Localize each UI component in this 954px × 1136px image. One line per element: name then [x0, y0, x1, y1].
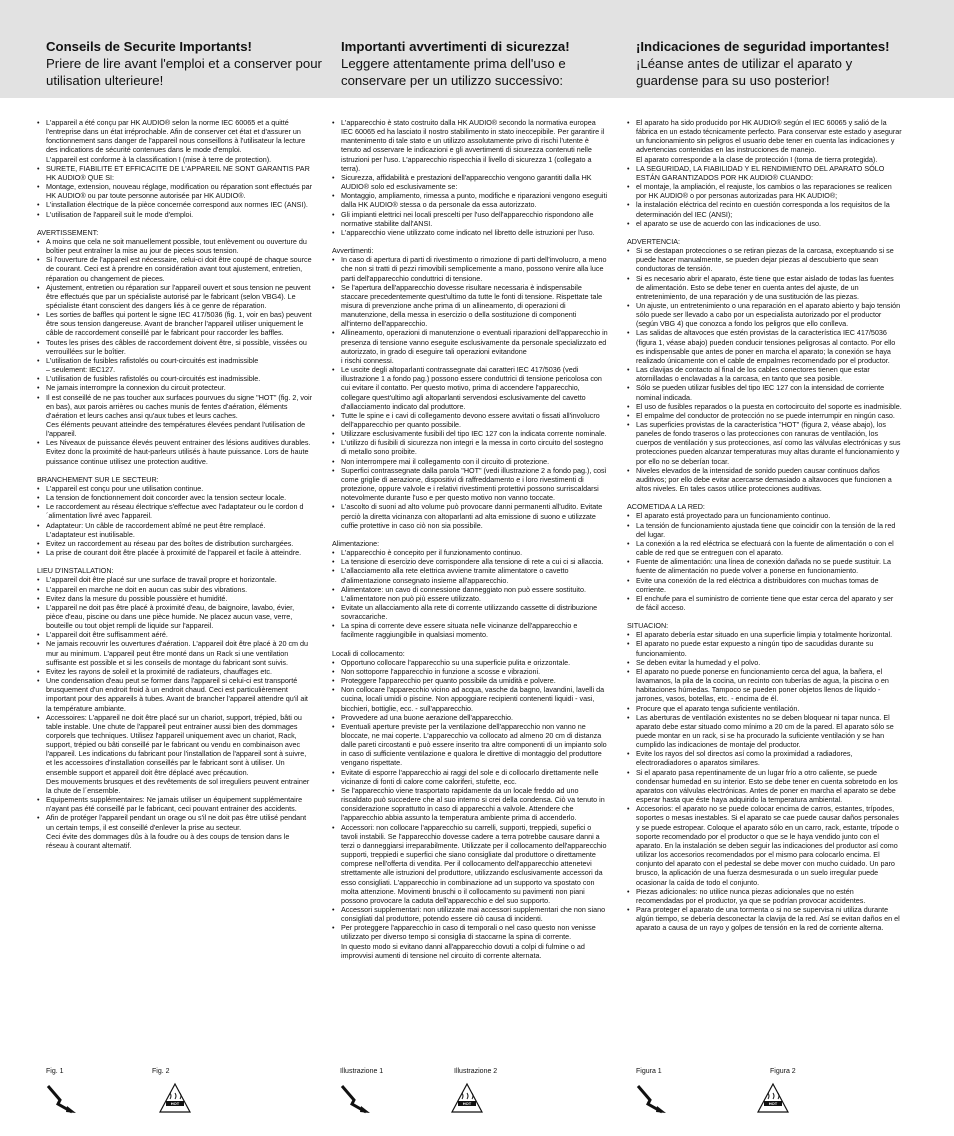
- bullet-item: • L'installation électrique de la pièce concernée correspond aux normes IEC (ANSI).: [37, 200, 313, 209]
- bullet-item: • Le raccordement au réseau électrique s'effectue avec l'adaptateur ou le cordon d´alimentation livré avec l'appareil.: [37, 502, 313, 520]
- bullet-item: • Non collocare l'apparecchio vicino ad acqua, vasche da bagno, lavandini, lavelli da cucina, locali umidi o piscine. Non appoggiare recipienti contenenti liquidi - vasi, bicchieri, bottiglie, ecc. - sull'apparecchio.: [332, 685, 608, 712]
- bullet-item: • L'utilisation de fusibles rafistolés ou court-circuités est inadmissible.: [37, 374, 313, 383]
- bullet-item: • Le uscite degli altoparlanti contrassegnate dai caratteri IEC 417/5036 (vedi illustrazione 1 a fondo pag.) possono essere conduttrici di tensione pericolosa con cui evitare il contatto. Per questo motivo, prima di accendere l'apparecchio, collegare quest'ultimo agli altoparlanti servendosi esclusivamente del cavetto d'allacciamento indicato dal produttore.: [332, 365, 608, 411]
- bullet-item: • El enchufe para el suministro de corriente tiene que estar cerca del aparato y ser de fácil acceso.: [627, 594, 903, 612]
- hazardous-voltage-icon: [340, 1080, 372, 1114]
- bullet-item: • La tension de fonctionnement doit concorder avec la tension secteur locale.: [37, 493, 313, 502]
- bullet-item: • L'apparecchio è concepito per il funzionamento continuo.: [332, 548, 608, 557]
- bullet-item: • Eventuali aperture previste per la ventilazione dell'apparecchio non vanno ne bloccate, ne mai coperte. L'apparecchio va collocato ad almeno 20 cm di distanza dalle pareti circostanti e può essere inserito tra altre componenti di un impianto solo in caso di sufficiente ventilazione e qualora le direttive di montaggio del produttore vengano rispettate.: [332, 722, 608, 768]
- fig1-label: Fig. 1: [46, 1068, 64, 1075]
- bullet-item: • L'ascolto di suoni ad alto volume può provocare danni permanenti all'udito. Evitate perciò la diretta vicinanza con altoparlanti ad alta emissione di suono e utilizzate cuffie protettive in caso ciò non sia possibile.: [332, 502, 608, 529]
- section-heading: BRANCHEMENT SUR LE SECTEUR:: [37, 474, 159, 484]
- fig1-label: Illustrazione 1: [340, 1068, 384, 1075]
- bullet-item: • Evitez les rayons de soleil et la proximité de radiateurs, chauffages etc.: [37, 667, 313, 676]
- bullet-item: • Se deben evitar la humedad y el polvo.: [627, 658, 903, 667]
- header-es: [636, 38, 916, 89]
- bullet-item: • Tutte le spine e i cavi di collegamento devono essere avvitati o fissati all'involucro dell'apparecchio per quanto possibile.: [332, 411, 608, 429]
- bullet-item: • Las aberturas de ventilación existentes no se deben bloquear ni tapar nunca. El aparato debe estar situado como mínimo a 20 cm de la pared. El aparato sólo se puede montar en un rack, si se ha procurado la suficiente ventilación y se han cumplido las indicaciones de montaje del productor.: [627, 713, 903, 750]
- bullet-item: • el montaje, la ampliación, el reajuste, los cambios o las reparaciones se realicen por HK AUDIO® o por personas autorizadas para HK AUDIO®;: [627, 182, 903, 200]
- bullet-item: • Fuente de alimentación: una línea de conexión dañada no se puede sustituir. La fuente de alimentación no puede volver a ponerse en funcionamiento.: [627, 557, 903, 575]
- bullet-item: • Ne jamais interrompre la connexion du circuit protecteur.: [37, 383, 313, 392]
- bullet-item: • el aparato se use de acuerdo con las indicaciones de uso.: [627, 219, 903, 228]
- fig2-label: Fig. 2: [152, 1068, 170, 1075]
- bullet-item: • Sicurezza, affidabilità e prestazioni dell'apparecchio vengono garantiti dalla HK AUDIO® solo ed esclusivamente se:: [332, 173, 608, 191]
- fig1-label: Figura 1: [636, 1068, 662, 1075]
- bullet-item: • Evitez un raccordement au réseau par des boîtes de distribution surchargées.: [37, 539, 313, 548]
- bullet-item: • Si es necesario abrir el aparato, éste tiene que estar aislado de todas las fuentes de alimentación. Esto se debe tener en cuenta antes del ajuste, de un entretenimiento, de una reparación y de una sustitución de las piezas.: [627, 274, 903, 301]
- bullet-item: • Si el aparato pasa repentinamente de un lugar frío a otro caliente, se puede condensar humedad en su interior. Esto se debe tener en cuenta sobretodo en los aparatos con válvulas electrónicas. Antes de poner en marcha el aparato se debe esperar hasta que éste haya adquirido la temperatura ambiental.: [627, 768, 903, 805]
- bullet-item: • Evitate di esporre l'apparecchio ai raggi del sole e di collocarlo direttamente nelle vicinanze di fonti di calore come caloriferi, stufette, ecc.: [332, 768, 608, 786]
- bullet-item: • Procure que el aparato tenga suficiente ventilación.: [627, 704, 903, 713]
- bullet-item: • El aparato está proyectado para un funcionamiento continuo.: [627, 511, 903, 520]
- header-band: [0, 0, 954, 98]
- section-heading: Alimentazione:: [332, 538, 380, 548]
- bullet-item: • Non interrompere mai il collegamento con il circuito di protezione.: [332, 457, 608, 466]
- bullet-item: • Accesorios: el aparato no se puede colocar encima de carros, estantes, trípodes, soportes o mesas inestables. Si el aparato se cae puede causar daños personales y se puede estropear. Coloque el aparato sólo en un carro, rack, estante, trípode o soporte recomendado por el productor o que se le haya vendido junto con el aparato. En la instalación se deben seguir las indicaciones del productor así como utilizar los accesorios recomendados por el mismo para colocarlo encima. El conjunto del aparato con el pedestal se debe mover con mucho cuidado. Un paro brusco, la aplicación de una fuerza desmesurada o un suelo irregular puede ocasionar la caída de todo el conjunto.: [627, 804, 903, 886]
- bullet-item: • Les sorties de baffles qui portent le signe IEC 417/5036 (fig. 1, voir en bas) peuvent être sous tension dangereuse. Avant de brancher l'appareil utiliser uniquement le câble de raccordement conseillé par le fabricant pour raccorder les baffles.: [37, 310, 313, 337]
- bullet-item: • El aparato debería estar situado en una superficie limpia y totalmente horizontal.: [627, 630, 903, 639]
- bullet-item: • Equipements supplémentaires: Ne jamais utiliser un équipement supplémentaire n'ayant pas été conseillé par le fabricant, ceci pouvant entrainer des accidents.: [37, 795, 313, 813]
- bullet-item: • La tensione di esercizio deve corrispondere alla tensione di rete a cui ci si allaccia.: [332, 557, 608, 566]
- bullet-item: • Provvedere ad una buone aerazione dell'apparecchio.: [332, 713, 608, 722]
- bullet-item: • Las clavijas de contacto al final de los cables conectores tienen que estar atornilladas o enclavadas a la carcasa, en tanto que sea posible.: [627, 365, 903, 383]
- bullet-item: • Accessori supplementari: non utilizzate mai accessori supplementari che non siano consigliati dal produttore, potendo essere ciò causa di incidenti.: [332, 905, 608, 923]
- section-heading: ADVERTENCIA:: [627, 236, 680, 246]
- bullet-item: • L'appareil en marche ne doit en aucun cas subir des vibrations.: [37, 585, 313, 594]
- section-heading: ACOMETIDA A LA RED:: [627, 502, 705, 512]
- bullet-item: • La spina di corrente deve essere situata nelle vicinanze dell'apparecchio e facilmente raggiungibile in qualsiasi momento.: [332, 621, 608, 639]
- bullet-item: • Se l'apparecchio viene trasportato rapidamente da un locale freddo ad uno riscaldato può succedere che al suo interno si crei della condensa. Ciò va tenuto in considerazione soprattutto in caso di apparecchi a valvole. Attendere che l'apparecchio abbia assunto la temperatura ambiente prima di accenderlo.: [332, 786, 608, 823]
- subtitle-fr: Priere de lire avant l'emploi et a conserver pour utilisation ulterieure!: [46, 56, 322, 88]
- subtitle-it: Leggere attentamente prima dell'uso e conservare per un utilizzo successivo:: [341, 56, 566, 88]
- bullet-item: • Utilizzare esclusivamente fusibili del tipo IEC 127 con la indicata corrente nominale.: [332, 429, 608, 438]
- hot-text: HOT: [170, 1101, 180, 1106]
- bullet-item: • Ne jamais recouvrir les ouvertures d'aération. L'appareil doit être placé à 20 cm du mur au minimum. L'appareil peut être monté dans un Rack si une ventilation suffisante est possible et si les conseils de montage du fabricant sont suivis.: [37, 639, 313, 666]
- title-fr: Conseils de Securite Importants!: [46, 39, 252, 54]
- subtitle-es: ¡Léanse antes de utilizar el aparato y guardense para su uso posterior!: [636, 56, 853, 88]
- column-it: [332, 118, 608, 960]
- bullet-item: • Proteggere l'apparecchio per quanto possibile da umidità e polvere.: [332, 676, 608, 685]
- bullet-item: • L'appareil doit être suffisamment aéré.: [37, 630, 313, 639]
- bullet-item: • L'appareil a été conçu par HK AUDIO® selon la norme IEC 60065 et a quitté l'entreprise dans un état irréprochable. Afin de conserver cet état et d'assurer un fonctionnement sans danger de l'appareil nous conseillons à l'utilisateur la lecture des indications de sécurité contenues dans le mode d'emploi. L'appareil est conforme à la classification I (mise à terre de protection).: [37, 118, 313, 164]
- bullet-item: • L'apparecchio è stato costruito dalla HK AUDIO® secondo la normativa europea IEC 60065 ed ha lasciato il nostro stabilimento in stato ineccepibile. Per garantire il mantenimento di tale stato e un utilizzo assolutamente privo di rischi l'utente è tenuto ad osservare le indicazioni e gli avvertimenti di sicurezza contenuti nelle istruzioni per l'uso. L'apparecchio rispecchia il livello di sicurezza 1 (collegato a terra).: [332, 118, 608, 173]
- bullet-item: • Piezas adicionales: no utilice nunca piezas adicionales que no estén recomendadas por el productor, ya que se podrían provocar accidentes.: [627, 887, 903, 905]
- bullet-item: • Evite una conexión de la red eléctrica a distribuidores con muchas tomas de corriente.: [627, 576, 903, 594]
- section-heading: Avvertimenti:: [332, 246, 374, 256]
- bullet-item: • Les Niveaux de puissance élevés peuvent entrainer des lésions auditives durables. Evitez donc la proximité de haut-parleurs utilisés à haute puissance. Lors de haute puissance continue utilisez une protection auditive.: [37, 438, 313, 465]
- bullet-item: • El empalme del conductor de protección no se puede interrumpir en ningún caso.: [627, 411, 903, 420]
- bullet-item: • Accessori: non collocare l'apparecchio su carrelli, supporti, treppiedi, supefici o tavoli instabili. Se l'apparecchio dovesse cadere a terra potrebbe causare danni a terzi o danneggiarsi irreparabilmente. Utilizzate per il collocamento dell'apparecchio supporti, treppiedi e superfici che siano consigliate dal produttore o direttamente comprese nell'offerta di vendita. Per il collocamento dell'apparecchio attenetevi strettamente alle istruzioni del produttore, utilizzando esclusivamente accessori da esso consigliati. L'apparecchio in combinazione ad un supporto va spostato con molta attenzione. Movimenti bruschi o il collocamento su pavimenti non piani possono provocare la caduta dell'apparecchio e del suo supporto.: [332, 823, 608, 905]
- bullet-item: • La tensión de funcionamiento ajustada tiene que coincidir con la tensión de la red del lugar.: [627, 521, 903, 539]
- bullet-item: • Alimentatore: un cavo di connessione danneggiato non può essere sostituito. L'alimentatore non può più essere utilizzato.: [332, 585, 608, 603]
- column-es: [627, 118, 903, 932]
- bullet-item: • Ajustement, entretien ou réparation sur l'appareil ouvert et sous tension ne peuvent être effectués que par un spécialiste autorisé par le fabricant (selon VBG4). Le spécialiste étant conscient des dangers liés à ce genre de réparation.: [37, 283, 313, 310]
- bullet-item: • L'allacciamento alla rete elettrica avviene tramite alimentatore o cavetto d'alimentazione consegnato insieme all'apparecchio.: [332, 566, 608, 584]
- hot-surface-icon: [450, 1082, 484, 1114]
- hot-surface-icon: [756, 1082, 790, 1114]
- bullet-item: • Se l'apertura dell'apparecchio dovesse risultare necessaria è indispensabile staccare precedentemente quest'ultimo da tutte le fonti di tensione. Rispettate tale misura di prevenzione anche prima di un allineamento, di operazioni di manutenzione, della messa in esercizio o della sostituzione di componenti all'interno dell'apparecchio.: [332, 283, 608, 329]
- bullet-item: • SURETE, FIABILITE ET EFFICACITE DE L'APPAREIL NE SONT GARANTIS PAR HK AUDIO® QUE SI:: [37, 164, 313, 182]
- bullet-item: • Evitate un allacciamento alla rete di corrente utilizzando cassette di distribuzione sovraccariche.: [332, 603, 608, 621]
- bullet-item: • Toutes les prises des câbles de raccordement doivent être, si possible, vissées ou verrouillées sur le boîtier.: [37, 338, 313, 356]
- bullet-item: • L'utilisation de fusibles rafistolés ou court-circuités est inadmissible – seulement: IEC127.: [37, 356, 313, 374]
- bullet-item: • Per proteggere l'apparecchio in caso di temporali o nel caso questo non venisse utilizzato per diverso tempo si consiglia di staccarne la spina di corrente. In questo modo si evitano danni all'apparecchio dovuti a colpi di fulmine o ad improvvisi aumenti di tensione nel circuito di corrente alternata.: [332, 923, 608, 960]
- bullet-item: • In caso di apertura di parti di rivestimento o rimozione di parti dell'involucro, a meno che non si tratti di pezzi rimovibili semplicemente a mano, possono venire alla luce parti dell'apparecchio conduttrici di tensione.: [332, 255, 608, 282]
- column-fr: [37, 118, 313, 850]
- title-es: ¡Indicaciones de seguridad importantes!: [636, 39, 890, 54]
- bullet-item: • Il est conseillé de ne pas toucher aux surfaces pourvues du signe "HOT" (fig. 2, voir en bas), aux parois arrières ou caches munis de fentes d'aération, éléments d'aération et leurs caches ansi qu'aux tubes et leurs caches. Ces éléments peuvant atteindre des températures élevées pendant l'utilisation de l'appareil.: [37, 393, 313, 439]
- bullet-item: • Un ajuste, un entretenimiento o una reparación en el aparato abierto y bajo tensión sólo puede ser llevado a cabo por un especialista autorizado por el productor (según VBG 4) que conozca a fondo los peligros que ello conlleva.: [627, 301, 903, 328]
- section-heading: SITUACION:: [627, 621, 669, 631]
- hot-surface-icon: [158, 1082, 192, 1114]
- section-heading: Locali di collocamento:: [332, 648, 405, 658]
- bullet-item: • Si l'ouverture de l'appareil est nécessaire, celui-ci doit être coupé de chaque source de courant. Ceci est à prendre en considération avant tout ajustement, entretien, réparation ou changement de pieces.: [37, 255, 313, 282]
- hot-text: HOT: [768, 1101, 778, 1106]
- bullet-item: • A moins que cela ne soit manuellement possible, tout enlèvement ou ouverture du boîtier peut entraîner la mise au jour de pieces sous tension.: [37, 237, 313, 255]
- bullet-item: • L'appareil ne doit pas être placé à proximité d'eau, de baignoire, lavabo, évier, pièce d'eau, piscine ou dans une pièce humide. Ne placez aucun vase, verre, bouteille ou tout objet rempli de liquide sur l'appareil.: [37, 603, 313, 630]
- bullet-item: • L'appareil est conçu pour une utilisation continue.: [37, 484, 313, 493]
- bullet-item: • Si se destapan protecciones o se retiran piezas de la carcasa, exceptuando si se puede hacer manualmente, se pueden dejar piezas al descubierto que sean conductoras de tensión.: [627, 246, 903, 273]
- bullet-item: • El uso de fusibles reparados o la puesta en cortocircuito del soporte es inadmisible.: [627, 402, 903, 411]
- hot-text: HOT: [462, 1101, 472, 1106]
- bullet-item: • Opportuno collocare l'apparecchio su una superficie pulita e orizzontale.: [332, 658, 608, 667]
- figures-fr: [46, 1068, 316, 1128]
- bullet-item: • Superfici contrassegnate dalla parola "HOT" (vedi illustrazione 2 a fondo pag.), così come griglie di aerazione, dispositivi di raffreddamento e i loro rivestimenti di protezione, oppure valvole e i relativi rivestimenti protettivi possono surriscaldarsi notevolmente durante l'uso e per questo motivo non vanno toccate.: [332, 466, 608, 503]
- bullet-item: • Niveles elevados de la intensidad de sonido pueden causar continuos daños auditivos; por ello debe evitar acercarse demasiado a altavoces que funcionen a altos niveles. En tales casos utilice protecciones auditivas.: [627, 466, 903, 493]
- bullet-item: • Evite los rayos del sol directos así como la proximidad a radiadores, electroradiadores o aparatos similares.: [627, 749, 903, 767]
- figures-es: [636, 1068, 906, 1128]
- header-it: [341, 38, 621, 89]
- hazardous-voltage-icon: [46, 1080, 78, 1114]
- bullet-item: • Montage, extension, nouveau réglage, modification ou réparation sont effectués par HK AUDIO® ou par toute personne autorisée par HK AUDIO®.: [37, 182, 313, 200]
- bullet-item: • Montaggio, ampliamento, rimessa a punto, modifiche e riparazioni vengono eseguiti dalla HK AUDIO® stessa o da personale da essa autorizzato.: [332, 191, 608, 209]
- fig2-label: Figura 2: [770, 1068, 796, 1075]
- bullet-item: • La conexión a la red eléctrica se efectuará con la fuente de alimentación o con el cable de red que se entreguen con el aparato.: [627, 539, 903, 557]
- bullet-item: • la instalación eléctrica del recinto en cuestión corresponda a los requisitos de la determinación del IEC (ANSI);: [627, 200, 903, 218]
- bullet-item: • El aparato ha sido producido por HK AUDIO® según el IEC 60065 y salió de la fábrica en un estado técnicamente perfecto. Para conservar este estado y asegurar un funcionamiento sin peligros el usuario debe tener en cuenta las indicaciones y advertencias contenidas en las instrucciones de manejo. El aparato corresponde a la clase de protección I (toma de tierra protegida).: [627, 118, 903, 164]
- bullet-item: • L'appareil doit être placé sur une surface de travail propre et horizontale.: [37, 575, 313, 584]
- bullet-item: • El aparato no puede ponerse en funcionamiento cerca del agua, la bañera, el lavamanos, la pila de la cocina, un recinto con tuberías de agua, la piscina o en habitaciones húmedas. Tampoco se pueden poner objetos llenos de líquido - jarrones, vasos, botellas, etc. - encima de él.: [627, 667, 903, 704]
- bullet-item: • Las superficies provistas de la característica "HOT" (figura 2, véase abajo), los paneles de fondo traseros o las protecciones con ranuras de ventilación, los cuerpos de ventilación y sus protecciones, así como las válvulas electrónicas y sus protecciones pueden alcanzar temperaturas muy altas durante el funcionamiento y por ello no se deberían tocar.: [627, 420, 903, 466]
- bullet-item: • Sólo se pueden utilizar fusibles del tipo IEC 127 con la intensidad de corriente nominal indicada.: [627, 383, 903, 401]
- bullet-item: • Accessoires: L'appareil ne doit être placé sur un chariot, support, trépied, bâti ou table instable. Une chute de l'appareil peut entrainer aussi bien des dommages corporels que techniques. Utilisez l'appareil uniquement avec un chariot, Rack, support, trépied ou bâti conseillé par le fabricant ou vendu en combinaison avec l'appareil. Les indications du fabricant pour l'installation de l'appareil sont à suivre, et les accessoires d'installation conseillés par le fabricant sont à utiliser. Un ensemble support et appareil doit être déplacé avec précaution. Des mouvements brusques et des revêtements de sol irreguliers peuvent entrainer la chute de l´ensemble.: [37, 713, 313, 795]
- bullet-item: • Non sottoporre l'apparecchio in funzione a scosse e vibrazioni.: [332, 667, 608, 676]
- section-heading: LIEU D'INSTALLATION:: [37, 566, 114, 576]
- bullet-item: • Las salidas de altavoces que estén provistas de la característica IEC 417/5036 (figura 1, véase abajo) pueden conducir tensiones peligrosas al contacto. Por ello es indispensable que antes de poner en marcha el aparato; la conexión se haya realizado únicamente con el cable de empalmes recomendado por el productor.: [627, 328, 903, 365]
- title-it: Importanti avvertimenti di sicurezza!: [341, 39, 570, 54]
- bullet-item: • Allineamento, operazioni di manutenzione o eventuali riparazioni dell'apparecchio in presenza di tensione vanno eseguite esclusivamente da personale specializzato ed autorizzato, in grado di eseguire tali operazioni evitandone i rischi connessi.: [332, 328, 608, 365]
- bullet-item: • L'utilizzo di fusibili di sicurezza non integri e la messa in corto circuito del sostegno di metallo sono proibite.: [332, 438, 608, 456]
- header-fr: [46, 38, 326, 89]
- bullet-item: • Evitez dans la mesure du possible poussière et humidité.: [37, 594, 313, 603]
- bullet-item: • Adaptateur: Un câble de raccordement abîmé ne peut être remplacé. L'adaptateur est inutilisable.: [37, 521, 313, 539]
- hazardous-voltage-icon: [636, 1080, 668, 1114]
- bullet-item: • La prise de courant doit être placée à proximité de l'appareil et facile à atteindre.: [37, 548, 313, 557]
- fig2-label: Illustrazione 2: [454, 1068, 498, 1075]
- bullet-item: • Une condensation d'eau peut se former dans l'appareil si celui-ci est transporté brusquement d'un endroit froid à un endroit chaud. Ceci est particulièrement important pour des appareils à tubes. Avant de brancher l'appareil attendre qu'il ait la température ambiante.: [37, 676, 313, 713]
- bullet-item: • Afin de protéger l'appareil pendant un orage ou s'il ne doit pas être utilisé pendant un certain temps, il est conseillé d'enlever la prise au secteur. Ceci évite des dommages dûs à la foudre ou à des coups de tension dans le réseau à courant alternatif.: [37, 813, 313, 850]
- bullet-item: • L'utilisation de l'appareil suit le mode d'emploi.: [37, 210, 313, 219]
- figures-it: [340, 1068, 610, 1128]
- bullet-item: • L'apparecchio viene utilizzato come indicato nel libretto delle istruzioni per l'uso.: [332, 228, 608, 237]
- bullet-item: • Gli impianti elettrici nei locali prescelti per l'uso dell'apparecchio rispondono alle normative stabilite dall'ANSI.: [332, 210, 608, 228]
- bullet-item: • LA SEGURIDAD, LA FIABILIDAD Y EL RENDIMIENTO DEL APARATO SÓLO ESTÁN GARANTIZADOS POR HK AUDIO® CUANDO:: [627, 164, 903, 182]
- bullet-item: • El aparato no puede estar expuesto a ningún tipo de sacudidas durante su funcionamiento.: [627, 639, 903, 657]
- section-heading: AVERTISSEMENT:: [37, 227, 99, 237]
- bullet-item: • Para proteger el aparato de una tormenta o si no se supervisa ni utiliza durante algún tiempo, se debería desconectar la clavija de la red. Así se evitan daños en el aparato a causa de un rayo y golpes de tensión en la red de corriente alterna.: [627, 905, 903, 932]
